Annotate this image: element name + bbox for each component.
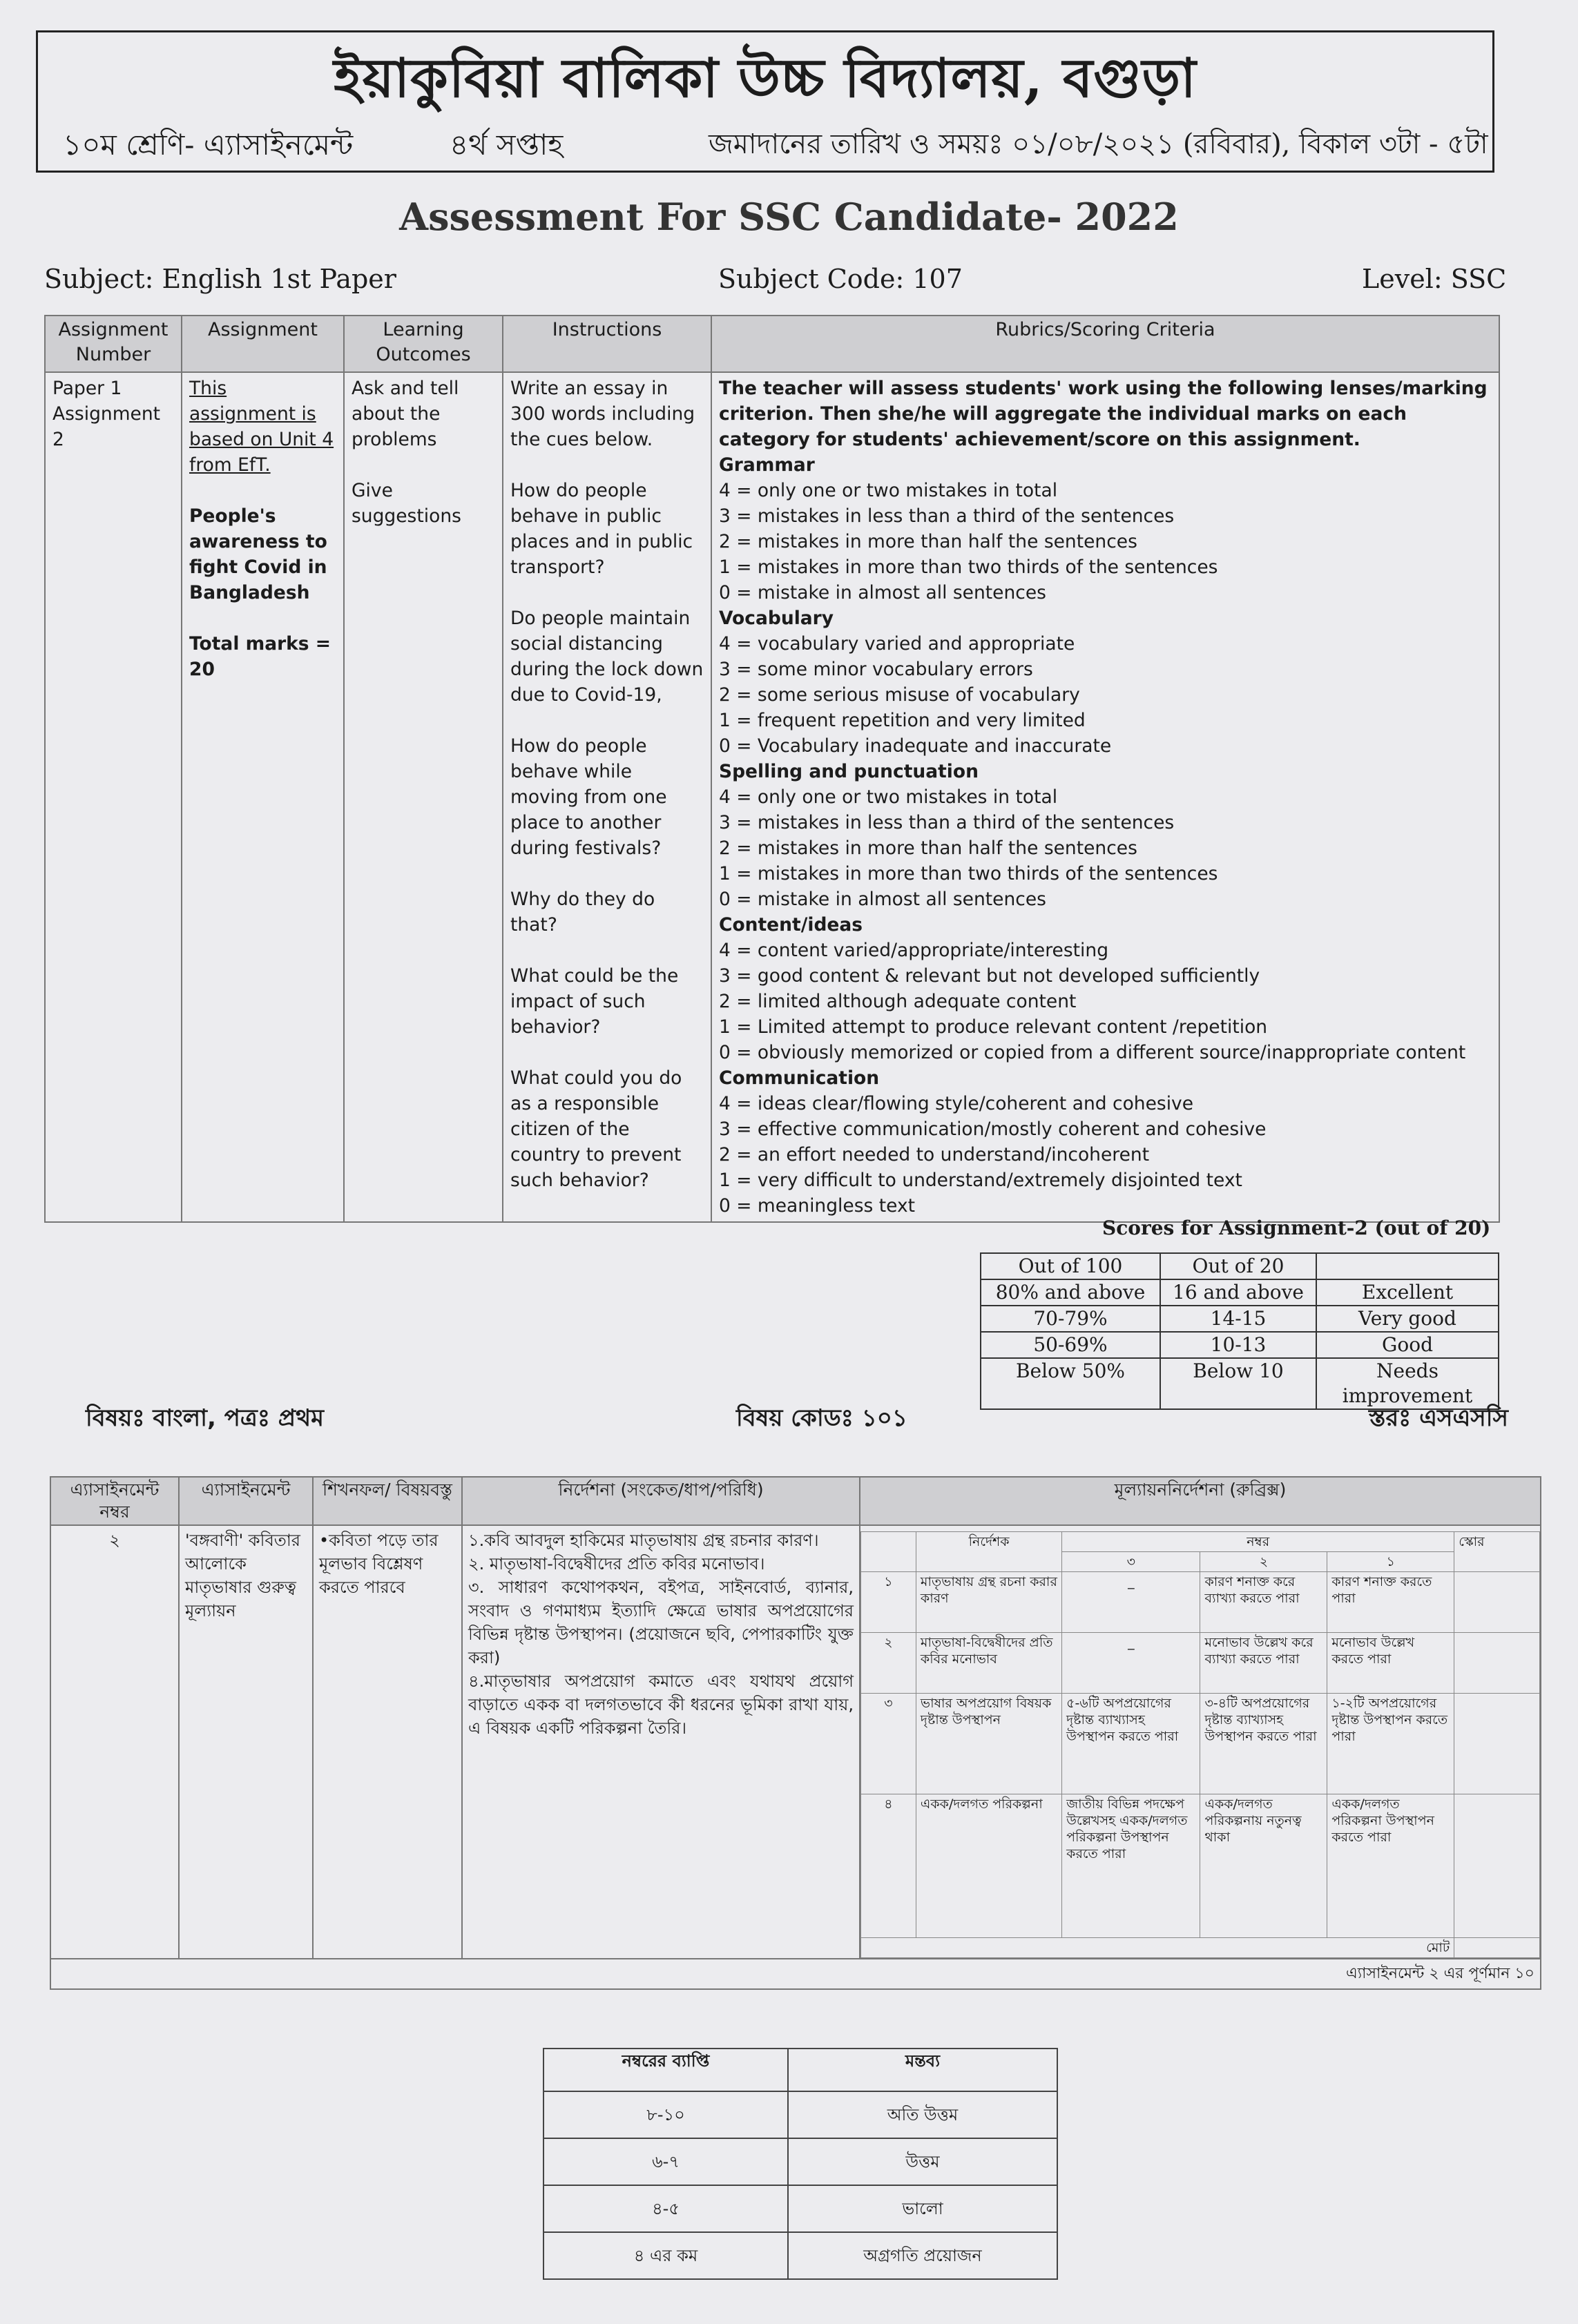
bn-rubric-score xyxy=(1454,1694,1540,1794)
score-marks: 10-13 xyxy=(1160,1332,1316,1358)
bn-mark-level: ৩ xyxy=(1062,1552,1200,1572)
scores-row xyxy=(981,1279,1499,1306)
rubric-item: 3 = effective communication/mostly coherent and cohesive xyxy=(719,1119,1267,1140)
col-assignment-number: Assignment Number xyxy=(45,316,182,372)
bn-rubric-cell xyxy=(860,1525,1541,1959)
bn-rubric-mark: জাতীয় বিভিন্ন পদক্ষেপ উল্লেখসহ একক/দলগত পরিকল্পনা উপস্থাপন করতে পারা xyxy=(1062,1794,1200,1938)
scores-col-20: Out of 20 xyxy=(1160,1253,1316,1279)
bn-mark-level: ১ xyxy=(1327,1552,1454,1572)
bn-instructions-cell xyxy=(462,1525,860,1959)
paper-number: Paper 1 xyxy=(52,378,122,399)
rubric-item: 2 = mistakes in more than half the sentences xyxy=(719,531,1137,552)
scores-row xyxy=(981,1332,1499,1358)
bn-score-comment: ভালো xyxy=(788,2185,1057,2232)
english-subject-code: Subject Code: 107 xyxy=(718,264,963,294)
rubric-item: 3 = mistakes in less than a third of the sentences xyxy=(719,812,1175,833)
bn-score-range: ৪ এর কম xyxy=(543,2232,788,2279)
bn-col-instructions: নির্দেশনা (সংকেত/ধাপ/পরিধি) xyxy=(462,1477,860,1525)
bn-rubric-col-indicator: নির্দেশক xyxy=(916,1532,1061,1572)
bn-rubric-indicator: ভাষার অপপ্রয়োগ বিষয়ক দৃষ্টান্ত উপস্থাপন xyxy=(916,1694,1061,1794)
outcome-item: Give suggestions xyxy=(352,480,461,527)
bn-instruction-item: ৩. সাধারণ কথোপকথন, বইপত্র, সাইনবোর্ড, ব্যানার, সংবাদ ও গণমাধ্যম ইত্যাদি ক্ষেত্রে ভাষার অপপ্রয়োগের বিভিন্ন দৃষ্টান্ত উপস্থাপন। (প্রয়োজনে ছবি, পেপারকাটিং যুক্ত করা) xyxy=(468,1578,854,1667)
rubric-item: 0 = Vocabulary inadequate and inaccurate xyxy=(719,735,1112,757)
bn-rubric-blank xyxy=(861,1532,916,1572)
total-marks: Total marks = 20 xyxy=(189,633,331,680)
rubric-heading: Vocabulary xyxy=(719,608,834,629)
score-comment: Good xyxy=(1316,1332,1499,1358)
instructions-cell xyxy=(503,372,711,1222)
bn-instruction-item: ১.কবি আবদুল হাকিমের মাতৃভাষায় গ্রন্থ রচনার কারণ। xyxy=(468,1531,819,1550)
rubric-item: 4 = content varied/appropriate/interesting xyxy=(719,940,1109,961)
assignment-title: People's awareness to fight Covid in Bangladesh xyxy=(189,505,327,603)
rubric-item: 2 = an effort needed to understand/incoherent xyxy=(719,1144,1150,1165)
bn-mark-level: ২ xyxy=(1200,1552,1327,1572)
bn-full-marks: এ্যাসাইনমেন্ট ২ এর পূর্ণমান ১০ xyxy=(50,1959,1541,1989)
english-table-row xyxy=(45,372,1499,1222)
scores-table xyxy=(980,1252,1499,1410)
bn-rubric-num: ১ xyxy=(861,1572,916,1633)
rubric-item: 0 = mistake in almost all sentences xyxy=(719,889,1046,910)
rubric-heading: Content/ideas xyxy=(719,914,863,936)
bangla-table-header xyxy=(50,1477,1541,1525)
bangla-table-row xyxy=(50,1525,1541,1959)
bn-rubric-indicator: একক/দলগত পরিকল্পনা xyxy=(916,1794,1061,1938)
bangla-subject: বিষয়ঃ বাংলা, পত্রঃ প্রথম xyxy=(86,1404,325,1432)
bn-rubric-mark: একক/দলগত পরিকল্পনায় নতুনত্ব থাকা xyxy=(1200,1794,1327,1938)
rubric-item: 1 = mistakes in more than two thirds of the sentences xyxy=(719,863,1218,884)
score-percent: 80% and above xyxy=(981,1279,1160,1306)
rubric-item: 2 = some serious misuse of vocabulary xyxy=(719,684,1080,706)
col-rubrics: Rubrics/Scoring Criteria xyxy=(711,316,1499,372)
bn-col-rubric: মূল্যায়ননির্দেশনা (রুব্রিক্স) xyxy=(860,1477,1541,1525)
scores-row xyxy=(981,1306,1499,1332)
bn-score-range: ৪-৫ xyxy=(543,2185,788,2232)
rubric-item: 3 = good content & relevant but not developed sufficiently xyxy=(719,965,1260,987)
score-marks: 16 and above xyxy=(1160,1279,1316,1306)
bn-rubric-score xyxy=(1454,1572,1540,1633)
rubric-item: 0 = meaningless text xyxy=(719,1195,916,1217)
scores-caption: Scores for Assignment-2 (out of 20) xyxy=(1102,1217,1491,1239)
score-percent: 70-79% xyxy=(981,1306,1160,1332)
instruction-item: What could you do as a responsible citizen of the country to prevent such behavior? xyxy=(510,1067,682,1191)
instruction-item: Why do they do that? xyxy=(510,889,655,936)
rubric-item: 4 = vocabulary varied and appropriate xyxy=(719,633,1075,655)
english-assignment-table xyxy=(44,315,1500,1223)
scores-col-comment xyxy=(1316,1253,1499,1279)
bn-rubric-mark: মনোভাব উল্লেখ করতে পারা xyxy=(1327,1633,1454,1694)
bn-instruction-item: ২. মাতৃভাষা-বিদ্বেষীদের প্রতি কবির মনোভাব। xyxy=(468,1554,765,1573)
instruction-item: How do people behave in public places and in public transport? xyxy=(510,480,693,578)
rubric-item: 1 = very difficult to understand/extremely disjointed text xyxy=(719,1170,1242,1191)
bn-rubric-num: ২ xyxy=(861,1633,916,1694)
bangla-subject-code: বিষয় কোডঃ ১০১ xyxy=(736,1404,907,1432)
bn-rubric-col-score: স্কোর xyxy=(1454,1532,1540,1572)
bn-scores-row xyxy=(543,2185,1057,2232)
learning-outcomes-cell xyxy=(344,372,503,1222)
page-title: Assessment For SSC Candidate- 2022 xyxy=(399,195,1179,239)
col-learning-outcomes: Learning Outcomes xyxy=(344,316,503,372)
bn-number-cell: ২ xyxy=(50,1525,179,1959)
rubric-heading: Spelling and punctuation xyxy=(719,761,979,782)
bn-rubric-col-marks: নম্বর xyxy=(1062,1532,1454,1552)
instruction-item: How do people behave while moving from one place to another during festivals? xyxy=(510,735,667,859)
bn-rubric-score xyxy=(1454,1633,1540,1694)
bn-score-comment: অতি উত্তম xyxy=(788,2091,1057,2138)
bn-instruction-item: ৪.মাতৃভাষার অপপ্রয়োগ কমাতে এবং যথাযথ প্রয়োগ বাড়াতে একক বা দলগতভাবে কী ধরনের ভূমিকা রাখা যায়, এ বিষয়ক একটি পরিকল্পনা তৈরি। xyxy=(468,1672,854,1738)
assignment-basis: This assignment is based on Unit 4 from EfT. xyxy=(189,378,334,476)
bn-rubric-indicator: মাতৃভাষায় গ্রন্থ রচনা করার কারণ xyxy=(916,1572,1061,1633)
school-name: ইয়াকুবিয়া বালিকা উচ্চ বিদ্যালয়, বগুড়া xyxy=(334,47,1197,110)
bn-rubric-total-label: মোট xyxy=(861,1938,1454,1958)
rubric-item: 4 = ideas clear/flowing style/coherent and cohesive xyxy=(719,1093,1194,1114)
bn-score-range: ৬-৭ xyxy=(543,2138,788,2185)
score-marks: Below 10 xyxy=(1160,1358,1316,1409)
rubric-item: 0 = mistake in almost all sentences xyxy=(719,582,1046,603)
english-subject: Subject: English 1st Paper xyxy=(44,264,396,294)
col-instructions: Instructions xyxy=(503,316,711,372)
english-table-header xyxy=(45,316,1499,372)
bn-col-outcome: শিখনফল/ বিষয়বস্তু xyxy=(313,1477,462,1525)
rubric-item: 2 = limited although adequate content xyxy=(719,991,1077,1012)
bangla-level: স্তরঃ এসএসসি xyxy=(1369,1404,1508,1432)
bangla-scores-table xyxy=(543,2048,1058,2280)
assignment-number-cell xyxy=(45,372,182,1222)
bangla-assignment-table xyxy=(50,1476,1541,1990)
bn-assignment-cell: 'বঙ্গবাণী' কবিতার আলোকে মাতৃভাষার গুরুত্ব মূল্যায়ন xyxy=(179,1525,313,1959)
assignment-number: Assignment 2 xyxy=(52,403,161,450)
instruction-item: Do people maintain social distancing during the lock down due to Covid-19, xyxy=(510,608,704,706)
score-marks: 14-15 xyxy=(1160,1306,1316,1332)
class-assignment-label: ১০ম শ্রেণি- এ্যাসাইনমেন্ট xyxy=(63,128,354,162)
bn-rubric-mark: মনোভাব উল্লেখ করে ব্যাখ্যা করতে পারা xyxy=(1200,1633,1327,1694)
bn-rubric-row xyxy=(861,1694,1540,1794)
bn-score-comment: উত্তম xyxy=(788,2138,1057,2185)
bn-rubric-indicator: মাতৃভাষা-বিদ্বেষীদের প্রতি কবির মনোভাব xyxy=(916,1633,1061,1694)
score-comment: Excellent xyxy=(1316,1279,1499,1306)
score-comment: Very good xyxy=(1316,1306,1499,1332)
english-level: Level: SSC xyxy=(1362,264,1507,294)
bn-rubric-mark: ৩-৪টি অপপ্রয়োগের দৃষ্টান্ত ব্যাখ্যাসহ উপস্থাপন করতে পারা xyxy=(1200,1694,1327,1794)
rubric-item: 4 = only one or two mistakes in total xyxy=(719,480,1058,501)
col-assignment: Assignment xyxy=(182,316,344,372)
rubric-heading: Grammar xyxy=(719,454,815,476)
bn-rubric-mark: _ xyxy=(1062,1633,1200,1694)
score-percent: Below 50% xyxy=(981,1358,1160,1409)
bn-score-comment: অগ্রগতি প্রয়োজন xyxy=(788,2232,1057,2279)
bn-rubric-row xyxy=(861,1572,1540,1633)
bn-rubric-mark: একক/দলগত পরিকল্পনা উপস্থাপন করতে পারা xyxy=(1327,1794,1454,1938)
instruction-item: Write an essay in 300 words including the cues below. xyxy=(510,378,695,450)
rubric-item: 4 = only one or two mistakes in total xyxy=(719,786,1058,808)
rubric-item: 1 = Limited attempt to produce relevant content /repetition xyxy=(719,1016,1268,1038)
bn-col-number: এ্যাসাইনমেন্ট নম্বর xyxy=(50,1477,179,1525)
bn-rubric-row xyxy=(861,1633,1540,1694)
rubric-heading: Communication xyxy=(719,1067,880,1089)
bn-scores-row xyxy=(543,2091,1057,2138)
scores-header xyxy=(981,1253,1499,1279)
outcome-item: Ask and tell about the problems xyxy=(352,378,459,450)
bn-rubric-mark: ১-২টি অপপ্রয়োগের দৃষ্টান্ত উপস্থাপন করতে পারা xyxy=(1327,1694,1454,1794)
rubric-item: 1 = frequent repetition and very limited xyxy=(719,710,1086,731)
rubric-list xyxy=(719,452,1492,1219)
week-label: ৪র্থ সপ্তাহ xyxy=(450,128,564,162)
rubrics-cell xyxy=(711,372,1499,1222)
score-comment: Needs improvement xyxy=(1316,1358,1499,1409)
bn-rubric-mark: কারণ শনাক্ত করতে পারা xyxy=(1327,1572,1454,1633)
bn-rubric-num: ৩ xyxy=(861,1694,916,1794)
rubric-item: 3 = mistakes in less than a third of the sentences xyxy=(719,505,1175,527)
rubric-item: 3 = some minor vocabulary errors xyxy=(719,659,1033,680)
rubric-item: 1 = mistakes in more than two thirds of the sentences xyxy=(719,556,1218,578)
bn-rubric-mark: ৫-৬টি অপপ্রয়োগের দৃষ্টান্ত ব্যাখ্যাসহ উপস্থাপন করতে পারা xyxy=(1062,1694,1200,1794)
bn-score-range: ৮-১০ xyxy=(543,2091,788,2138)
bn-scores-col-range: নম্বরের ব্যাপ্তি xyxy=(543,2049,788,2091)
rubric-intro: The teacher will assess students' work using the following lenses/marking criterion. Then she/he will aggregate the individual marks on each category for students' achievement/score on this assignment. xyxy=(719,378,1488,450)
assignment-cell xyxy=(182,372,344,1222)
bn-scores-row xyxy=(543,2232,1057,2279)
bn-rubric-mark: কারণ শনাক্ত করে ব্যাখ্যা করতে পারা xyxy=(1200,1572,1327,1633)
bn-rubric-mark: _ xyxy=(1062,1572,1200,1633)
bn-col-assignment: এ্যাসাইনমেন্ট xyxy=(179,1477,313,1525)
bn-scores-col-comment: মন্তব্য xyxy=(788,2049,1057,2091)
bn-rubric-num: ৪ xyxy=(861,1794,916,1938)
school-header xyxy=(36,30,1494,173)
bn-scores-row xyxy=(543,2138,1057,2185)
rubric-item: 0 = obviously memorized or copied from a different source/inappropriate content xyxy=(719,1042,1466,1063)
scores-col-100: Out of 100 xyxy=(981,1253,1160,1279)
bn-rubric-total-value xyxy=(1454,1938,1540,1958)
rubric-item: 2 = mistakes in more than half the sentences xyxy=(719,837,1137,859)
instruction-item: What could be the impact of such behavior? xyxy=(510,965,679,1038)
bn-rubric-row xyxy=(861,1794,1540,1938)
submission-date: জমাদানের তারিখ ও সময়ঃ ০১/০৮/২০২১ (রবিবার), বিকাল ৩টা - ৫টা xyxy=(709,128,1488,160)
score-percent: 50-69% xyxy=(981,1332,1160,1358)
bn-rubric-score xyxy=(1454,1794,1540,1938)
bn-rubric-table xyxy=(860,1531,1540,1958)
bn-outcome-cell: •কবিতা পড়ে তার মূলভাব বিশ্লেষণ করতে পারবে xyxy=(313,1525,462,1959)
